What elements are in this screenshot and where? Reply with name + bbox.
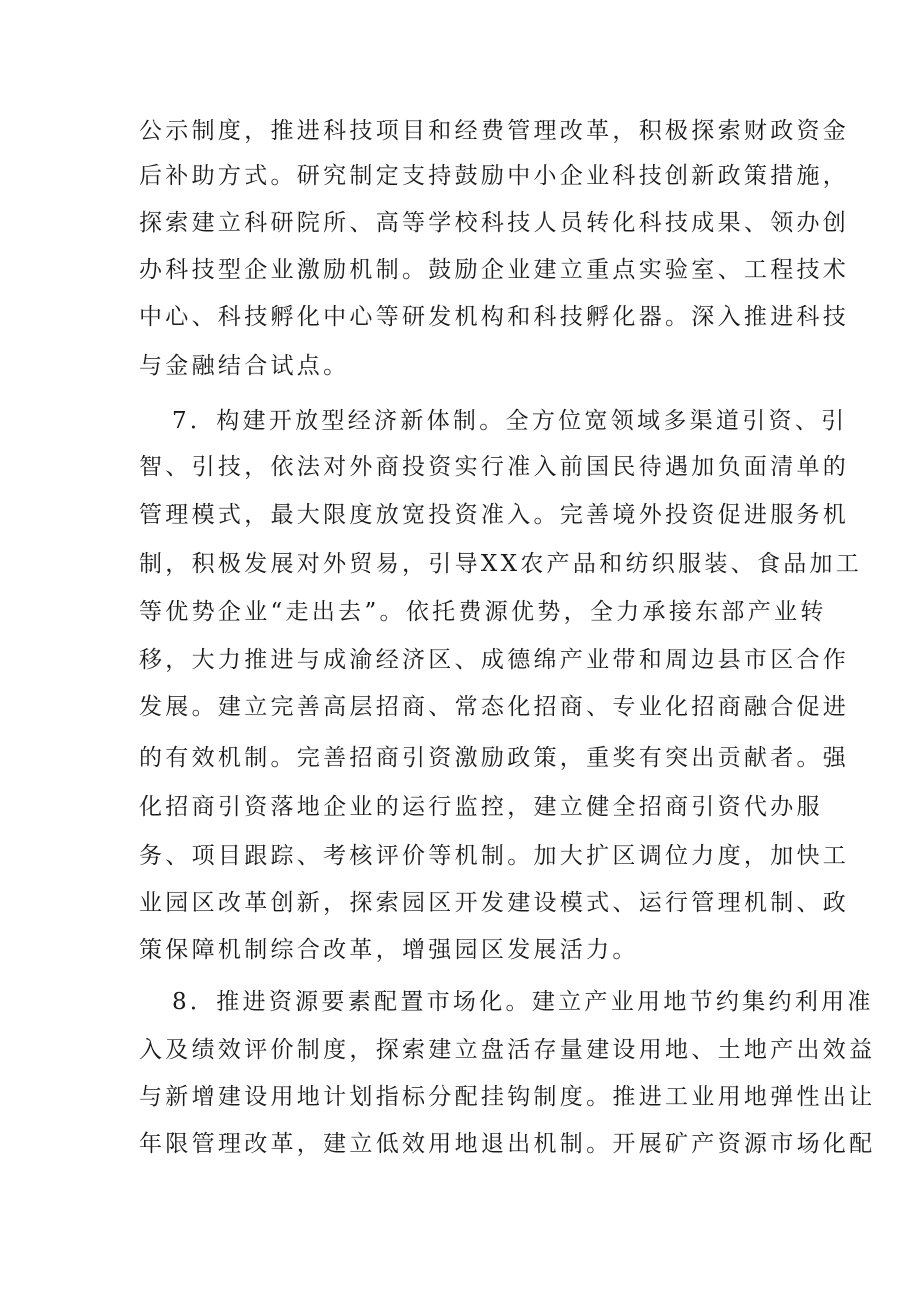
text-line: 策保障机制综合改革，增强园区发展活力。 — [139, 937, 639, 963]
text-line: 的有效机制。完善招商引资激励政策，重奖有突出贡献者。强 — [139, 745, 850, 771]
text-line: 管理模式，最大限度放宽投资准入。完善境外投资促进服务机 — [139, 502, 850, 528]
text-line: 务、项目跟踪、考核评价等机制。加大扩区调位力度，加快工 — [139, 843, 850, 869]
text-line: 入及绩效评价制度，探索建立盘活存量建设用地、土地产出效益 — [139, 1037, 876, 1063]
text-line: 制，积极发展对外贸易，引导XX农产品和纺织服装、食品加工 — [139, 551, 863, 577]
text-line: 移，大力推进与成渝经济区、成德绵产业带和周边县市区合作 — [139, 647, 850, 673]
text-line: 探索建立科研院所、高等学校科技人员转化科技成果、领办创 — [139, 210, 850, 236]
text-line: 后补助方式。研究制定支持鼓励中小企业科技创新政策措施， — [139, 163, 850, 189]
text-line: 办科技型企业激励机制。鼓励企业建立重点实验室、工程技术 — [139, 257, 850, 283]
text-line: 发展。建立完善高层招商、常态化招商、专业化招商融合促进 — [139, 694, 850, 720]
paragraph-8-heading: 8．推进资源要素配置市场化。建立产业用地节约集约利用准 — [172, 989, 874, 1015]
text-line: 中心、科技孵化中心等研发机构和科技孵化器。深入推进科技 — [139, 304, 850, 330]
text-line: 公示制度，推进科技项目和经费管理改革，积极探索财政资金 — [139, 118, 850, 144]
text-line: 等优势企业“走出去”。依托费源优势，全力承接东部产业转 — [139, 599, 827, 625]
text-line: 业园区改革创新，探索园区开发建设模式、运行管理机制、政 — [139, 890, 850, 916]
text-line: 与新增建设用地计划指标分配挂钩制度。推进工业用地弹性出让 — [139, 1084, 876, 1110]
text-line: 与金融结合试点。 — [139, 353, 350, 379]
paragraph-7-heading: 7．构建开放型经济新体制。全方位宽领域多渠道引资、引 — [172, 408, 848, 434]
text-line: 化招商引资落地企业的运行监控，建立健全招商引资代办服 — [139, 794, 823, 820]
text-line: 智、引技，依法对外商投资实行准入前国民待遇加负面清单的 — [139, 454, 850, 480]
text-line: 年限管理改革，建立低效用地退出机制。开展矿产资源市场化配 — [139, 1131, 876, 1157]
